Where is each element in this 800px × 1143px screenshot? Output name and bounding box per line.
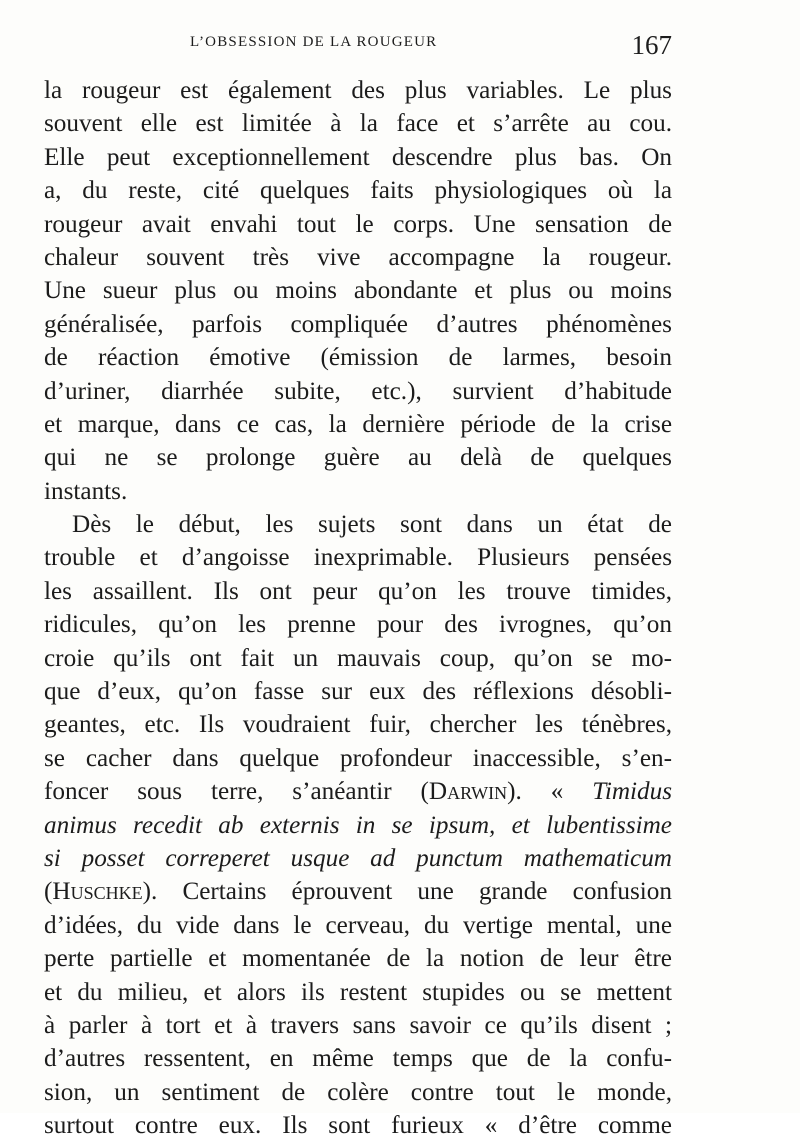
text-line: de réaction émotive (émission de larmes, besoin	[44, 344, 672, 372]
text-line: rougeur avait envahi tout le corps. Une sensation de	[44, 210, 672, 238]
paragraph-first-line: Dès le début, les sujets sont dans un état de	[72, 511, 672, 539]
text-line: et du milieu, et alors ils restent stupides ou se mettent	[44, 978, 672, 1006]
text-line: Elle peut exceptionnellement descendre plus bas. On	[44, 143, 672, 171]
text-line-huschke	[44, 875, 672, 908]
text-line: perte partielle et momentanée de la notion de leur être	[44, 945, 672, 973]
text-line: d’uriner, diarrhée subite, etc.), survient d’habitude	[44, 377, 672, 405]
text-line: à parler à tort et à travers sans savoir ce qu’ils disent ;	[44, 1011, 672, 1039]
text-line: que d’eux, qu’on fasse sur eux des réflexions désobli-	[44, 678, 672, 706]
page-number: 167	[631, 30, 672, 60]
text-line: Une sueur plus ou moins abondante et plus ou moins	[44, 277, 672, 305]
text-segment: (	[44, 878, 53, 906]
text-line: souvent elle est limitée à la face et s’arrête au cou.	[44, 110, 672, 138]
text-line: geantes, etc. Ils voudraient fuir, chercher les ténèbres,	[44, 711, 672, 739]
text-segment: foncer sous terre, s’anéantir (	[44, 778, 429, 806]
text-line: a, du reste, cité quelques faits physiologiques où la	[44, 177, 672, 205]
text-line: généralisée, parfois compliquée d’autres phénomènes	[44, 310, 672, 338]
latin-quote: Timidus	[592, 778, 673, 806]
body-text	[44, 74, 672, 1143]
text-line: d’idées, du vide dans le cerveau, du vertige mental, une	[44, 911, 672, 939]
text-line: et marque, dans ce cas, la dernière période de la crise	[44, 410, 672, 438]
text-line: ridicules, qu’on les prenne pour des ivrognes, qu’on	[44, 611, 672, 639]
text-line: d’autres ressentent, en même temps que de la confu-	[44, 1045, 672, 1073]
text-line: les assaillent. Ils ont peur qu’on les trouve timides,	[44, 577, 672, 605]
text-line: trouble et d’angoisse inexprimable. Plusieurs pensées	[44, 544, 672, 572]
latin-quote-line: animus recedit ab externis in se ipsum, et lubentissime	[44, 811, 672, 839]
author-name-huschke: Huschke	[52, 878, 143, 906]
text-line: croie qu’ils ont fait un mauvais coup, qu’on se mo-	[44, 644, 672, 672]
text-line: surtout contre eux. Ils sont furieux « d’être comme	[44, 1112, 672, 1140]
text-line: chaleur souvent très vive accompagne la rougeur.	[44, 243, 672, 271]
latin-quote-line: si posset correperet usque ad punctum mathematicum	[44, 844, 672, 872]
text-line: sion, un sentiment de colère contre tout le monde,	[44, 1078, 672, 1106]
text-segment: ). Certains éprouvent une grande confusion	[142, 878, 672, 906]
text-line: instants.	[44, 477, 128, 505]
text-line: la rougeur est également des plus variables. Le plus	[44, 77, 672, 104]
text-line: se cacher dans quelque profondeur inaccessible, s’en-	[44, 744, 672, 772]
text-segment: ). «	[507, 778, 593, 806]
text-line: qui ne se prolonge guère au delà de quelques	[44, 444, 672, 472]
author-name-darwin: Darwin	[428, 778, 508, 806]
running-title: L’OBSESSION DE LA ROUGEUR	[190, 34, 438, 50]
text-line-darwin	[44, 775, 672, 808]
page-header	[44, 30, 672, 60]
